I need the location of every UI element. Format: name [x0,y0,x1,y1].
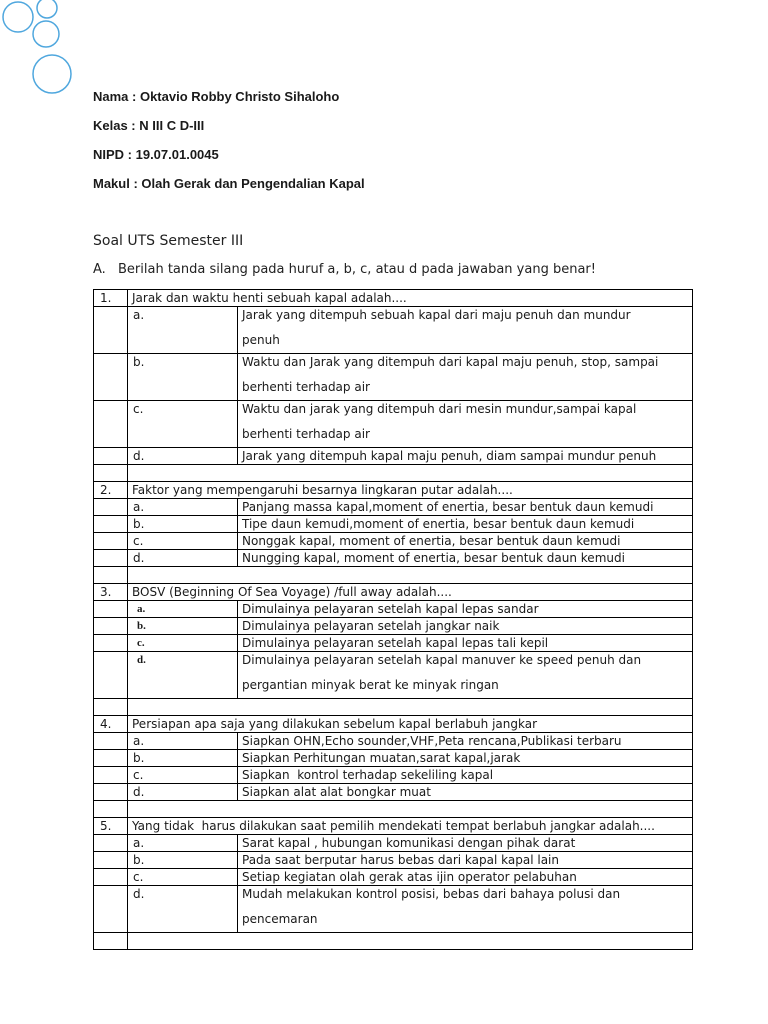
option-text: Waktu dan jarak yang ditempuh dari mesin mundur,sampai kapal berhenti terhadap air [242,402,641,441]
spacer-row [94,465,693,482]
blank-cell [128,699,693,716]
option-letter: a. [128,601,238,618]
option-row [94,652,693,699]
option-letter: a. [128,835,238,852]
blank-number-cell [94,550,128,567]
option-cell [238,886,693,933]
option-text: Mudah melakukan kontrol posisi, bebas dari bahaya polusi dan pencemaran [242,887,624,926]
option-letter: b. [128,852,238,869]
option-letter: c. [128,401,238,448]
blank-cell [94,699,128,716]
option-text: Pada saat berputar harus bebas dari kapal kapal lain [238,852,693,869]
exam-title: Soal UTS Semester III [93,233,244,249]
option-text: Dimulainya pelayaran setelah kapal lepas sandar [238,601,693,618]
student-nipd-line: NIPD : 19.07.01.0045 [93,147,219,162]
blank-number-cell [94,750,128,767]
option-text: Waktu dan Jarak yang ditempuh dari kapal maju penuh, stop, sampai berhenti terhadap air [242,355,663,394]
blank-cell [94,933,128,950]
blank-cell [128,801,693,818]
blank-cell [128,933,693,950]
question-number: 2. [94,482,128,499]
blank-number-cell [94,733,128,750]
option-text: Panjang massa kapal,moment of enertia, besar bentuk daun kemudi [238,499,693,516]
option-letter: a. [128,499,238,516]
question-number: 3. [94,584,128,601]
option-row [94,550,693,567]
option-row [94,354,693,401]
option-cell [238,652,693,699]
option-row [94,499,693,516]
blank-cell [94,801,128,818]
option-letter: b. [128,750,238,767]
blank-cell [94,465,128,482]
decor-circle [33,21,59,47]
option-row [94,835,693,852]
spacer-row [94,933,693,950]
option-cell [238,307,693,354]
section-marker: A. [93,262,106,277]
blank-cell [128,465,693,482]
blank-number-cell [94,869,128,886]
question-row [94,818,693,835]
question-text: Jarak dan waktu henti sebuah kapal adalah.... [128,290,693,307]
option-letter: d. [128,448,238,465]
option-letter: c. [128,635,238,652]
spacer-row [94,699,693,716]
blank-number-cell [94,448,128,465]
option-text: Jarak yang ditempuh sebuah kapal dari maju penuh dan mundur penuh [242,308,635,347]
course-line: Makul : Olah Gerak dan Pengendalian Kapal [93,176,365,191]
question-text: Faktor yang mempengaruhi besarnya lingkaran putar adalah.... [128,482,693,499]
option-text: Tipe daun kemudi,moment of enertia, besar bentuk daun kemudi [238,516,693,533]
option-text: Siapkan kontrol terhadap sekeliling kapal [238,767,693,784]
blank-number-cell [94,618,128,635]
student-name-line: Nama : Oktavio Robby Christo Sihaloho [93,89,340,104]
option-text: Nonggak kapal, moment of enertia, besar bentuk daun kemudi [238,533,693,550]
blank-number-cell [94,767,128,784]
option-letter: d. [128,784,238,801]
option-text: Setiap kegiatan olah gerak atas ijin operator pelabuhan [238,869,693,886]
option-text: Nungging kapal, moment of enertia, besar bentuk daun kemudi [238,550,693,567]
spacer-row [94,567,693,584]
question-text: Persiapan apa saja yang dilakukan sebelum kapal berlabuh jangkar [128,716,693,733]
student-class-line: Kelas : N III C D-III [93,118,205,133]
option-text: Dimulainya pelayaran setelah jangkar naik [238,618,693,635]
blank-number-cell [94,533,128,550]
option-letter: d. [128,652,238,699]
spacer-row [94,801,693,818]
option-text: Dimulainya pelayaran setelah kapal lepas tali kepil [238,635,693,652]
decor-circle [3,2,33,32]
question-row [94,584,693,601]
question-table [93,289,693,950]
option-letter: b. [128,516,238,533]
question-number: 5. [94,818,128,835]
blank-number-cell [94,354,128,401]
option-row [94,886,693,933]
option-cell [238,354,693,401]
question-row [94,716,693,733]
option-letter: c. [128,533,238,550]
question-number: 1. [94,290,128,307]
option-letter: d. [128,550,238,567]
decor-circle [37,0,57,18]
blank-number-cell [94,601,128,618]
option-row [94,307,693,354]
option-letter: c. [128,767,238,784]
option-text: Siapkan Perhitungan muatan,sarat kapal,jarak [238,750,693,767]
option-letter: d. [128,886,238,933]
question-number: 4. [94,716,128,733]
option-letter: b. [128,354,238,401]
question-text: BOSV (Beginning Of Sea Voyage) /full away adalah.... [128,584,693,601]
question-row [94,482,693,499]
instruction-text: Berilah tanda silang pada huruf a, b, c, atau d pada jawaban yang benar! [118,262,596,277]
blank-number-cell [94,852,128,869]
blank-number-cell [94,401,128,448]
blank-number-cell [94,635,128,652]
option-row [94,750,693,767]
blank-number-cell [94,499,128,516]
option-letter: b. [128,618,238,635]
option-row [94,601,693,618]
blank-number-cell [94,886,128,933]
option-row [94,852,693,869]
option-row [94,767,693,784]
blank-cell [128,567,693,584]
option-text: Siapkan alat alat bongkar muat [238,784,693,801]
blank-number-cell [94,652,128,699]
question-text: Yang tidak harus dilakukan saat pemilih mendekati tempat berlabuh jangkar adalah.... [128,818,693,835]
option-row [94,401,693,448]
blank-number-cell [94,784,128,801]
blank-number-cell [94,307,128,354]
option-text: Siapkan OHN,Echo sounder,VHF,Peta rencana,Publikasi terbaru [238,733,693,750]
option-letter: c. [128,869,238,886]
blank-cell [94,567,128,584]
option-row [94,516,693,533]
decorative-circles [0,0,80,100]
option-text: Jarak yang ditempuh kapal maju penuh, diam sampai mundur penuh [238,448,693,465]
option-cell [238,401,693,448]
option-row [94,784,693,801]
option-row [94,533,693,550]
option-text: Dimulainya pelayaran setelah kapal manuver ke speed penuh dan pergantian minyak berat ke minyak ringan [242,653,645,692]
decor-circle [33,55,71,93]
option-row [94,733,693,750]
option-row [94,448,693,465]
option-text: Sarat kapal , hubungan komunikasi dengan pihak darat [238,835,693,852]
option-letter: a. [128,307,238,354]
option-letter: a. [128,733,238,750]
blank-number-cell [94,516,128,533]
blank-number-cell [94,835,128,852]
option-row [94,618,693,635]
